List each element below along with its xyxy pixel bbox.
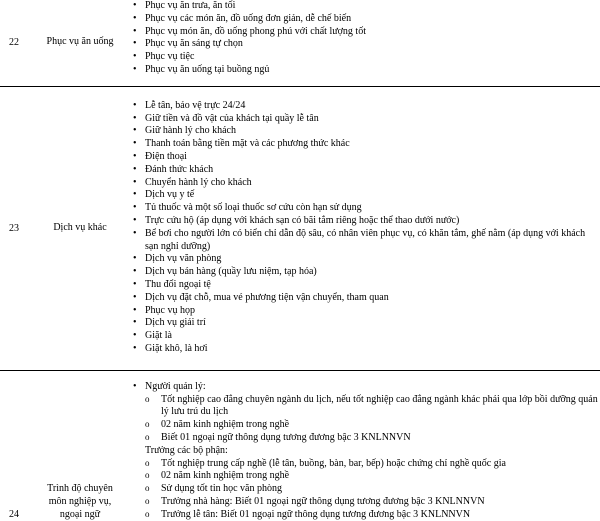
list-item: • Điện thoại [132, 151, 600, 164]
list-item: • Dịch vụ văn phòng [132, 253, 600, 266]
list-item: o 02 năm kinh nghiệm trong nghề [132, 419, 600, 432]
row-content [132, 86, 600, 370]
row-content [132, 370, 600, 521]
list-item: • Phục vụ các món ăn, đồ uống đơn giản, dễ chế biến [132, 13, 600, 26]
table-row-23 [0, 86, 600, 370]
list-item: • Dịch vụ giải trí [132, 317, 600, 330]
list-item: • Đánh thức khách [132, 164, 600, 177]
row-number: 23 [0, 86, 28, 370]
list-item: • Thanh toán bằng tiền mặt và các phương thức khác [132, 138, 600, 151]
list-item: • Phục vụ họp [132, 305, 600, 318]
list-item: • Phục vụ ăn trưa, ăn tối [132, 0, 600, 13]
list-item: o Tốt nghiệp trung cấp nghề (lễ tân, buồng, bàn, bar, bếp) hoặc chứng chỉ nghề quốc gia [132, 458, 600, 471]
service-list [132, 100, 600, 356]
list-item: o Sử dụng tốt tin học văn phòng [132, 483, 600, 496]
list-item: • Giữ hành lý cho khách [132, 125, 600, 138]
manager-heading: • Người quản lý: [132, 381, 600, 394]
list-item: • Dịch vụ bán hàng (quầy lưu niệm, tạp hóa) [132, 266, 600, 279]
list-item: • Trực cứu hộ (áp dụng với khách sạn có bãi tắm riêng hoặc thể thao dưới nước) [132, 215, 600, 228]
row-title: Phục vụ ăn uống [28, 0, 132, 86]
row-title-line: Trình độ chuyên [28, 482, 132, 495]
list-item: • Lễ tân, bảo vệ trực 24/24 [132, 100, 600, 113]
list-item: o Trưởng lễ tân: Biết 01 ngoại ngữ thông dụng tương đương bậc 3 KNLNNVN [132, 509, 600, 521]
list-item: • Dịch vụ đặt chỗ, mua vé phương tiện vận chuyển, tham quan [132, 292, 600, 305]
list-item: o Biết 01 ngoại ngữ thông dụng tương đương bậc 3 KNLNNVN [132, 432, 600, 445]
list-item: • Giặt là [132, 330, 600, 343]
list-item: • Bể bơi cho người lớn có biển chỉ dẫn độ sâu, có nhân viên phục vụ, có khăn tắm, ghế nằm (áp dụng với khách sạn nghỉ dưỡng) [132, 228, 600, 254]
row-content [132, 0, 600, 86]
row-title-line: ngoại ngữ [28, 508, 132, 521]
list-item: • Phục vụ tiệc [132, 51, 600, 64]
list-item: • Phục vụ ăn uống tại buồng ngủ [132, 64, 600, 77]
list-item: • Phục vụ ăn sáng tự chọn [132, 38, 600, 51]
list-item: • Giữ tiền và đồ vật của khách tại quầy lễ tân [132, 113, 600, 126]
list-item: o Tốt nghiệp cao đẳng chuyên ngành du lịch, nếu tốt nghiệp cao đẳng ngành khác phải qua lớp bồi dưỡng quản lý lưu trú du lịch [132, 394, 600, 420]
list-item: o 02 năm kinh nghiệm trong nghề [132, 470, 600, 483]
department-heads-requirements [132, 458, 600, 521]
list-item: • Dịch vụ y tế [132, 189, 600, 202]
manager-requirements [132, 394, 600, 445]
department-heads-heading: Trưởng các bộ phận: [132, 445, 600, 458]
list-item: • Giặt khô, là hơi [132, 343, 600, 356]
list-item: • Chuyển hành lý cho khách [132, 177, 600, 190]
table-row-24 [0, 370, 600, 521]
list-item: o Trưởng nhà hàng: Biết 01 ngoại ngữ thông dụng tương đương bậc 3 KNLNNVN [132, 496, 600, 509]
list-item: • Phục vụ món ăn, đồ uống phong phú với chất lượng tốt [132, 26, 600, 39]
service-list [132, 0, 600, 77]
row-number: 24 [0, 370, 28, 521]
row-title-line: môn nghiệp vụ, [28, 495, 132, 508]
row-number: 22 [0, 0, 28, 86]
table-row-22 [0, 0, 600, 86]
list-item: • Thu đổi ngoại tệ [132, 279, 600, 292]
row-title [28, 370, 132, 521]
list-item: • Tủ thuốc và một số loại thuốc sơ cứu còn hạn sử dụng [132, 202, 600, 215]
row-title: Dịch vụ khác [28, 86, 132, 370]
